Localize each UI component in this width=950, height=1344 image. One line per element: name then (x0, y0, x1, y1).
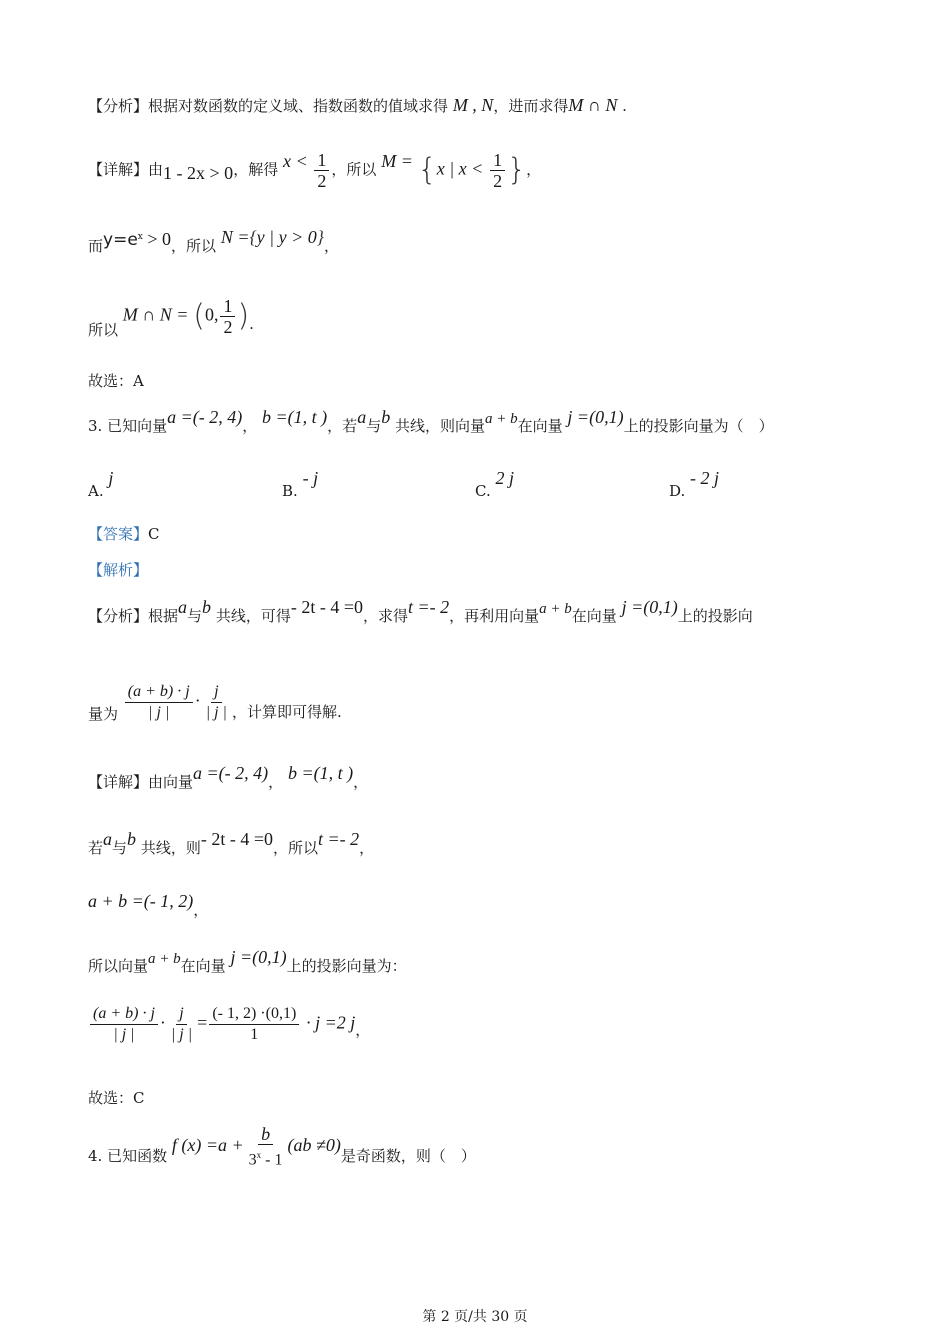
q3-detail-5: $\frac{(a + b) \cdot j}{| j |}$ · $\frac{j}{| j |}$ = $\frac{(- 1, 2) \cdot(0,1)}{1}$ · j =2 j， (88, 1004, 370, 1045)
q4-fraction: $\frac{b}{3^x - 1}$ (248, 1124, 283, 1169)
page-footer: 第 2 页/共 30 页 (422, 1309, 528, 1325)
q3-detail-4: 所以向量a + b在向量 j =(0,1)上的投影向量为： (88, 947, 407, 975)
analysis-mid: ，进而求得 (493, 97, 569, 115)
line3-gt: > 0 (142, 229, 172, 249)
q3-vec-b: b =(1, t ) (262, 407, 328, 427)
detail-you: 由 (148, 160, 164, 179)
line3-y-eq: y=e (103, 230, 138, 250)
analysis-text: 根据对数函数的定义域、指数函数的值域求得 (148, 97, 449, 115)
q3-jiexi-tag: 【解析】 (88, 561, 149, 579)
line3-end: ， (323, 237, 339, 255)
analysis-end: . (622, 97, 627, 115)
q3-detail-3: a + b =(- 1, 2)， (88, 891, 209, 919)
line3-sup: x (137, 232, 143, 242)
detail-x-less: x < (282, 150, 308, 171)
projection-fraction: $\frac{(a + b) \cdot j}{| j |}$ (125, 682, 193, 723)
line3-N: N = (220, 227, 250, 247)
detail-M: M = (381, 150, 413, 171)
line3-er: 而 (88, 237, 104, 255)
q3-detail-2: 若a与b 共线，则- 2t - 4 =0，所以t =- 2， (88, 829, 375, 857)
detail-set-inner: x | x < (436, 158, 484, 179)
half-fraction: $\frac{1}{2}$ (314, 150, 329, 191)
option-d: D. - 2 j (669, 468, 720, 500)
option-a: A. j (88, 468, 114, 500)
q3-yu: 与 (366, 417, 382, 435)
detail-jiede: ，解得 (233, 160, 279, 179)
line4-suoyi: 所以 (88, 320, 119, 339)
line4-zero: 0, (204, 304, 219, 325)
q2-detail-line: 【详解】由1 - 2x > 0，解得 x < $\frac{1}{2}$ ，所以 M = {x | x < $\frac{1}{2}$ }， (88, 150, 542, 191)
q2-line3: 而$y=e^x > 0$，所以 N ={y | y > 0}， (88, 227, 339, 255)
detail-comma: ， (526, 160, 542, 179)
option-b: B. - j (282, 468, 319, 500)
detail-tag: 【详解】 (88, 160, 149, 179)
q3-b2: b (381, 407, 391, 427)
proj-frac-1: $\frac{(a + b) \cdot j}{| j |}$ (90, 1004, 158, 1045)
q3-vec-j: j =(0,1) (567, 407, 624, 427)
q3-stem-end: 上的投影向量为（ ） (623, 417, 774, 435)
q2-answer: 故选：A (88, 372, 144, 390)
analysis-math-intersection: M ∩ N (568, 95, 618, 115)
q3-a2: a (357, 407, 367, 427)
line3-set: y | y > 0 (256, 227, 317, 247)
q4-stem: 4. 已知函数 f (x) =a + $\frac{b}{3^x - 1}$ (ab ≠0)是奇函数，则（ ） (88, 1124, 476, 1169)
detail-suoyi: ，所以 (331, 160, 377, 179)
q3-vec-a: a =(- 2, 4) (167, 407, 243, 427)
q3-gongxian: 共线，则向量 (394, 417, 485, 435)
q3-a-plus-b: a + b (485, 411, 518, 427)
q3-answer-line: 故选：C (88, 1089, 145, 1107)
line4-MN: M ∩ N = (122, 304, 189, 325)
half-fraction-3: $\frac{1}{2}$ (220, 296, 235, 337)
q3-sep: ， (242, 417, 258, 435)
analysis-tag: 【分析】 (88, 97, 149, 115)
analysis-math-mn: M , N (452, 95, 494, 115)
q3-ruo: ，若 (327, 417, 358, 435)
detail-inequality: 1 - 2x > 0 (163, 162, 234, 183)
option-c: C. 2 j (475, 468, 515, 500)
q3-stem (88, 407, 774, 438)
q3-stem-num: 3. 已知向量 (88, 417, 168, 435)
line3-suoyi: ，所以 (171, 237, 217, 255)
line4-end: . (249, 314, 254, 333)
q3-answer: 【答案】C (88, 525, 160, 543)
q3-zai: 在向量 (517, 417, 563, 435)
proj-frac-2: $\frac{j}{| j |}$ (170, 1005, 193, 1043)
unit-vector-fraction: $\frac{j}{| j |}$ (205, 683, 227, 721)
q3-analysis-2: 量为 $\frac{(a + b) \cdot j}{| j |}$ · $\frac{j}{| j |}$ ，计算即可得解. (88, 683, 342, 723)
q2-line4: 所以 M ∩ N = (0, $\frac{1}{2}$ ). (88, 296, 254, 339)
proj-frac-3: $\frac{(- 1, 2) \cdot(0,1)}{1}$ (209, 1004, 299, 1045)
half-fraction-2: $\frac{1}{2}$ (490, 150, 505, 191)
q3-analysis: 【分析】根据a与b 共线，可得- 2t - 4 =0，求得t =- 2，再利用向量a + b在向量 j =(0,1)上的投影向 (88, 597, 753, 625)
q3-detail-1: 【详解】由向量a =(- 2, 4)， b =(1, t )， (88, 763, 369, 791)
q2-analysis-line (88, 94, 627, 117)
